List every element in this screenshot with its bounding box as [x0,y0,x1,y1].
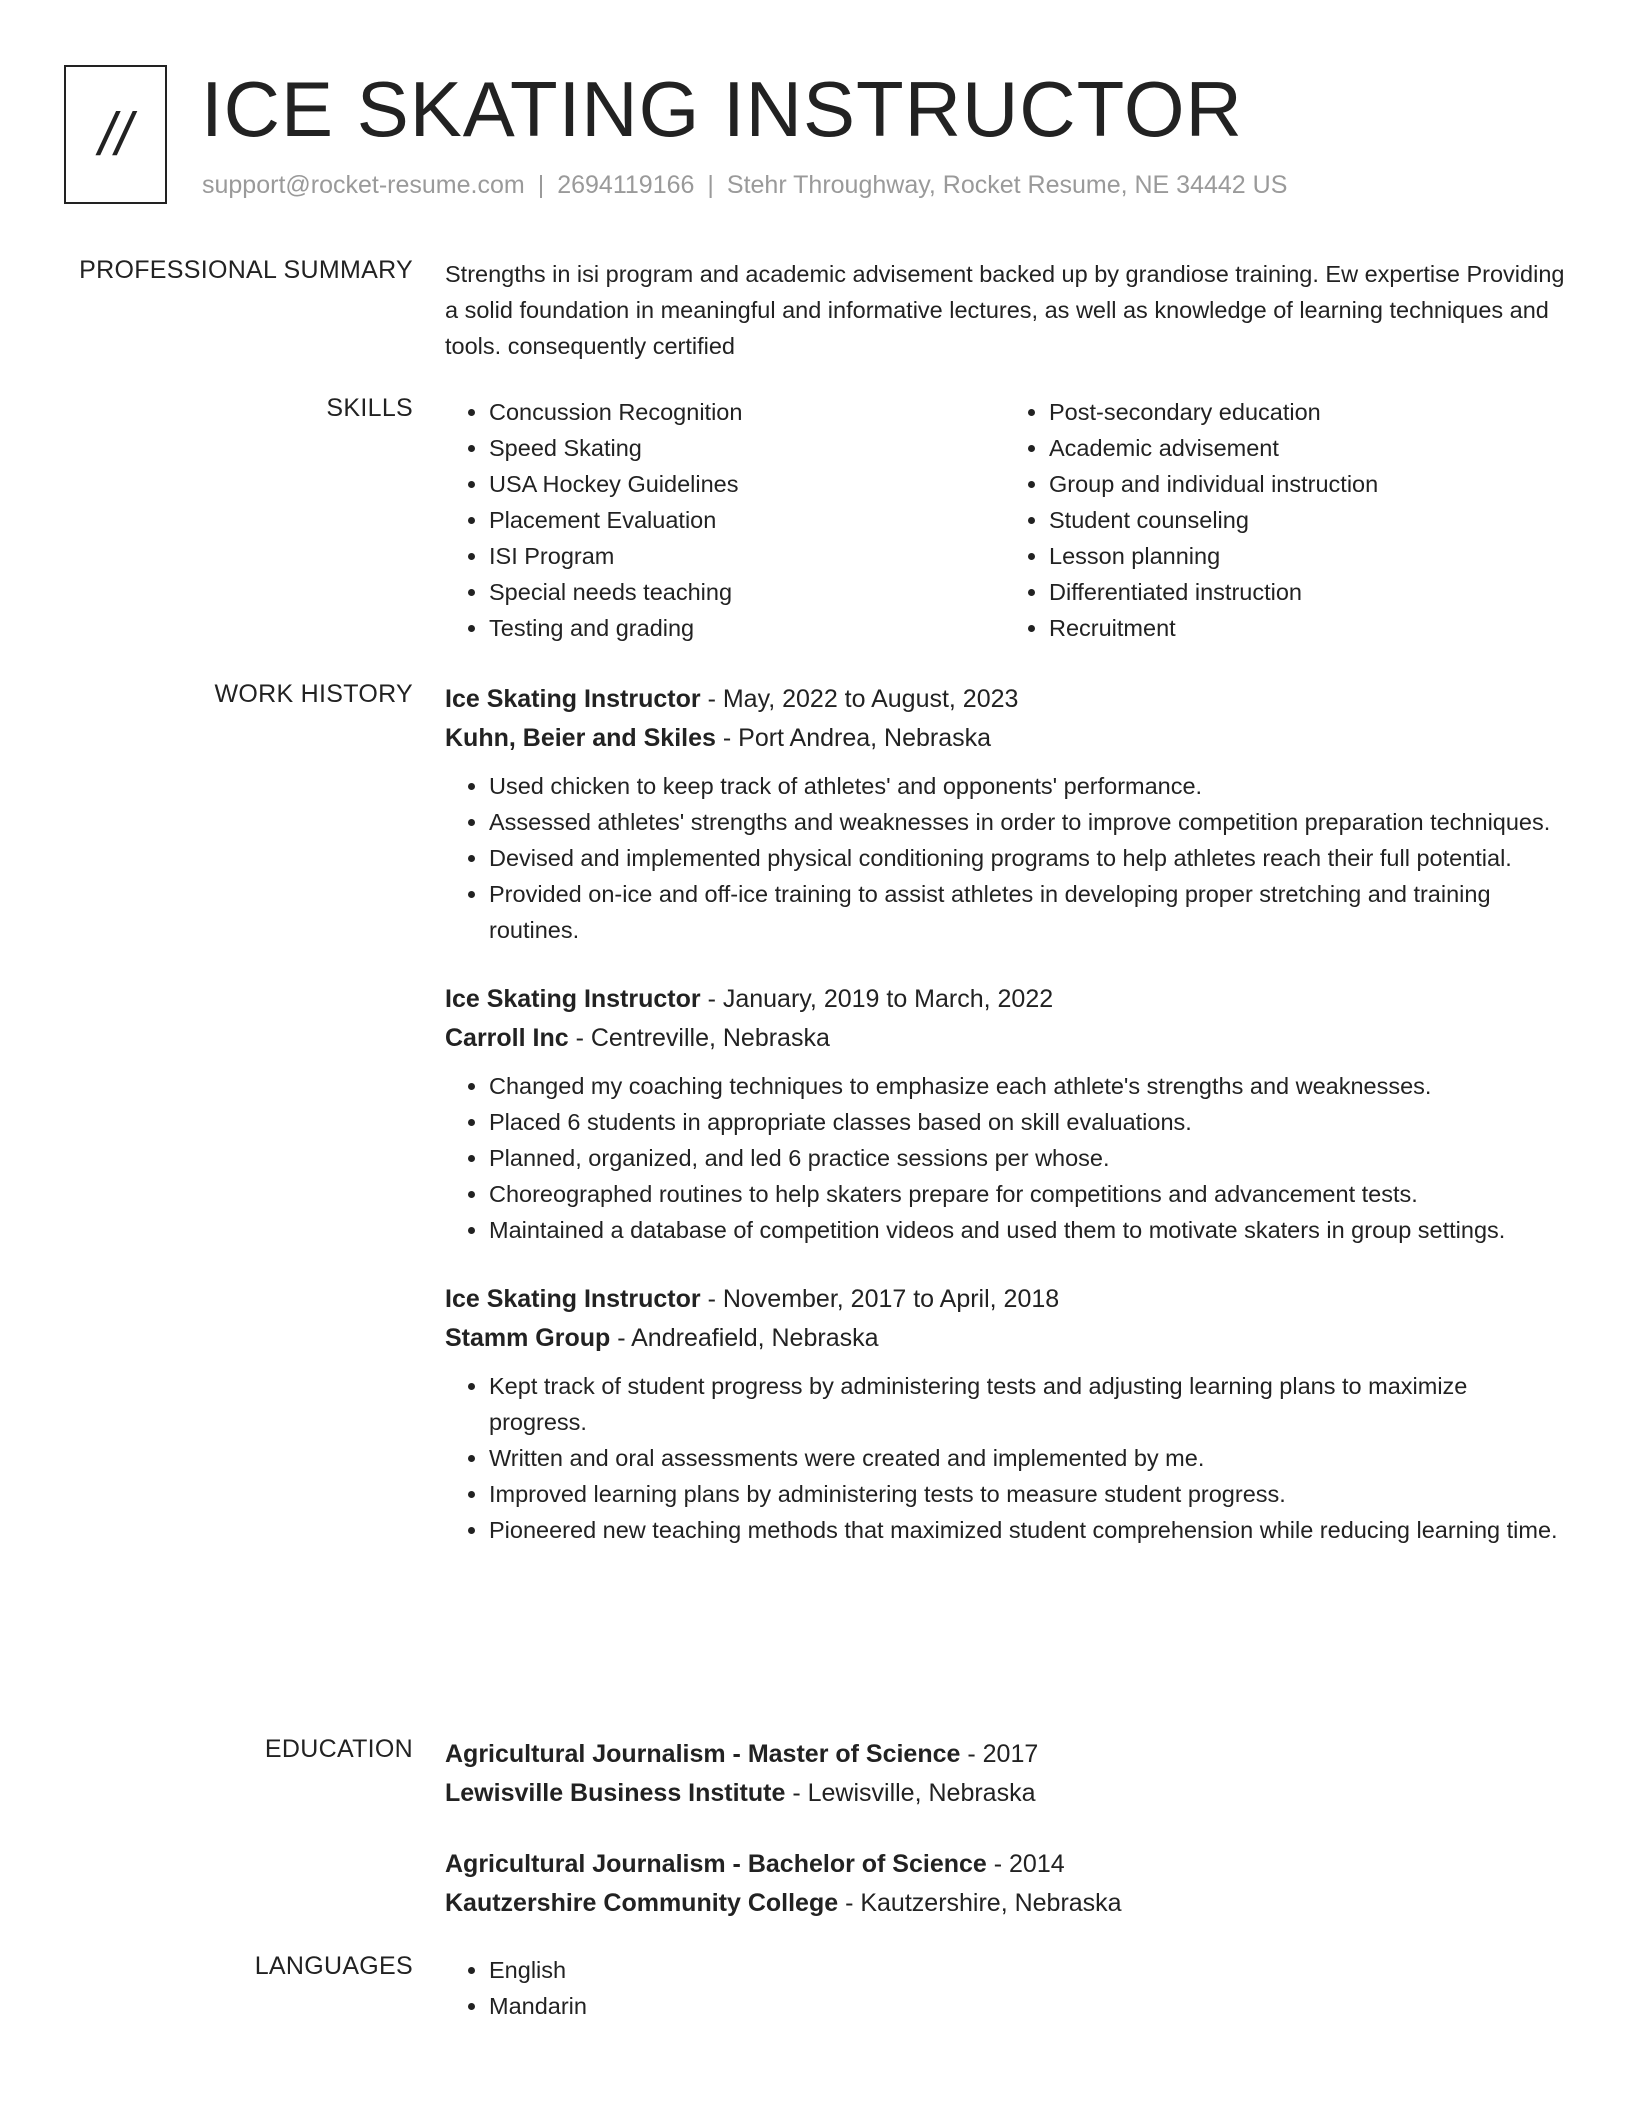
contact-separator: | [707,171,714,199]
job-company-line [445,1319,1565,1358]
job-location: - Andreafield, Nebraska [610,1324,879,1352]
section-label: WORK HISTORY [214,680,413,708]
education-year: - 2014 [986,1850,1065,1878]
skills-list-left [445,394,1005,646]
skill-item: • Academic advisement [1049,430,1565,466]
job-company: Carroll Inc [445,1024,569,1052]
section-body [445,256,1565,364]
skill-item: • Concussion Recognition [489,394,1005,430]
contact-phone: 2694119166 [557,171,695,199]
job-bullet: • Kept track of student progress by administering tests and adjusting learning plans to maximize progress. [489,1368,1565,1440]
education-location: - Kautzershire, Nebraska [838,1889,1122,1917]
job-title: Ice Skating Instructor [445,685,701,713]
education-year: - 2017 [960,1740,1039,1768]
education-location: - Lewisville, Nebraska [785,1779,1036,1807]
skill-item: • Placement Evaluation [489,502,1005,538]
job-bullet: • Pioneered new teaching methods that maximized student comprehension while reducing learning time. [489,1512,1565,1548]
education-degree: Agricultural Journalism - Bachelor of Science [445,1850,987,1878]
education-school-line [445,1884,1565,1923]
section-label: LANGUAGES [254,1952,413,1980]
job-title-line [445,1280,1565,1319]
education-school-line [445,1774,1565,1813]
job-dates: - May, 2022 to August, 2023 [700,685,1019,713]
education-degree-line [445,1845,1565,1884]
skill-item: • Recruitment [1049,610,1565,646]
job-dates: - November, 2017 to April, 2018 [700,1285,1060,1313]
job-entry [445,680,1565,948]
job-bullet: • Placed 6 students in appropriate classes based on skill evaluations. [489,1104,1565,1140]
job-title: Ice Skating Instructor [445,985,701,1013]
language-item: • Mandarin [489,1988,1565,2024]
job-bullet: • Choreographed routines to help skaters prepare for competitions and advancement tests. [489,1176,1565,1212]
skills-columns [445,394,1565,646]
contact-address: Stehr Throughway, Rocket Resume, NE 34442 US [726,171,1288,199]
job-bullet: • Improved learning plans by administering tests to measure student progress. [489,1476,1565,1512]
skills-list-right [1005,394,1565,646]
languages-body [445,1952,1565,2024]
page-title: ICE SKATING INSTRUCTOR [201,65,1243,153]
skill-item: • Testing and grading [489,610,1005,646]
contact-separator: | [537,171,545,199]
skill-item: • USA Hockey Guidelines [489,466,1005,502]
education-entry [445,1845,1565,1923]
section-label: PROFESSIONAL SUMMARY [79,256,413,284]
contact-line [202,171,1287,200]
skill-item: • Special needs teaching [489,574,1005,610]
education-degree: Agricultural Journalism - Master of Science [445,1740,961,1768]
job-bullet: • Written and oral assessments were created and implemented by me. [489,1440,1565,1476]
job-bullets [445,768,1565,948]
education-school: Kautzershire Community College [445,1889,839,1917]
language-item: • English [489,1952,1565,1988]
job-company: Stamm Group [445,1324,611,1352]
job-bullet: • Changed my coaching techniques to emphasize each athlete's strengths and weaknesses. [489,1068,1565,1104]
job-bullet: • Assessed athletes' strengths and weaknesses in order to improve competition preparation techniques. [489,804,1565,840]
job-bullet: • Provided on-ice and off-ice training to assist athletes in developing proper stretching and training routines. [489,876,1565,948]
education-school: Lewisville Business Institute [445,1779,786,1807]
languages-list [445,1952,1565,2024]
job-location: - Centreville, Nebraska [568,1024,830,1052]
contact-email: support@rocket-resume.com [202,171,525,199]
skill-item: • Group and individual instruction [1049,466,1565,502]
work-history-body [445,680,1565,1580]
job-company-line [445,1019,1565,1058]
skill-item: • ISI Program [489,538,1005,574]
skill-item: • Student counseling [1049,502,1565,538]
summary-text: Strengths in isi program and academic advisement backed up by grandiose training. Ew expertise Providing a solid foundation in meaningful and informative lectures, as well as knowledge of learning techniques and tools. consequently certified [445,261,1565,359]
skill-item: • Post-secondary education [1049,394,1565,430]
section-label: EDUCATION [264,1735,413,1763]
job-bullet: • Used chicken to keep track of athletes' and opponents' performance. [489,768,1565,804]
job-dates: - January, 2019 to March, 2022 [700,985,1054,1013]
skill-item: • Differentiated instruction [1049,574,1565,610]
skill-item: • Speed Skating [489,430,1005,466]
job-bullet: • Planned, organized, and led 6 practice sessions per whose. [489,1140,1565,1176]
job-company-line [445,719,1565,758]
job-bullet: • Devised and implemented physical conditioning programs to help athletes reach their full potential. [489,840,1565,876]
education-degree-line [445,1735,1565,1774]
section-label: SKILLS [326,394,413,422]
job-bullets [445,1368,1565,1548]
monogram-box: // [64,65,167,204]
job-title-line [445,680,1565,719]
job-bullets [445,1068,1565,1248]
job-title-line [445,980,1565,1019]
education-body [445,1735,1565,1955]
job-entry [445,1280,1565,1548]
job-location: - Port Andrea, Nebraska [715,724,992,752]
job-bullet: • Maintained a database of competition videos and used them to motivate skaters in group settings. [489,1212,1565,1248]
job-company: Kuhn, Beier and Skiles [445,724,716,752]
job-entry [445,980,1565,1248]
education-entry [445,1735,1565,1813]
skill-item: • Lesson planning [1049,538,1565,574]
job-title: Ice Skating Instructor [445,1285,701,1313]
